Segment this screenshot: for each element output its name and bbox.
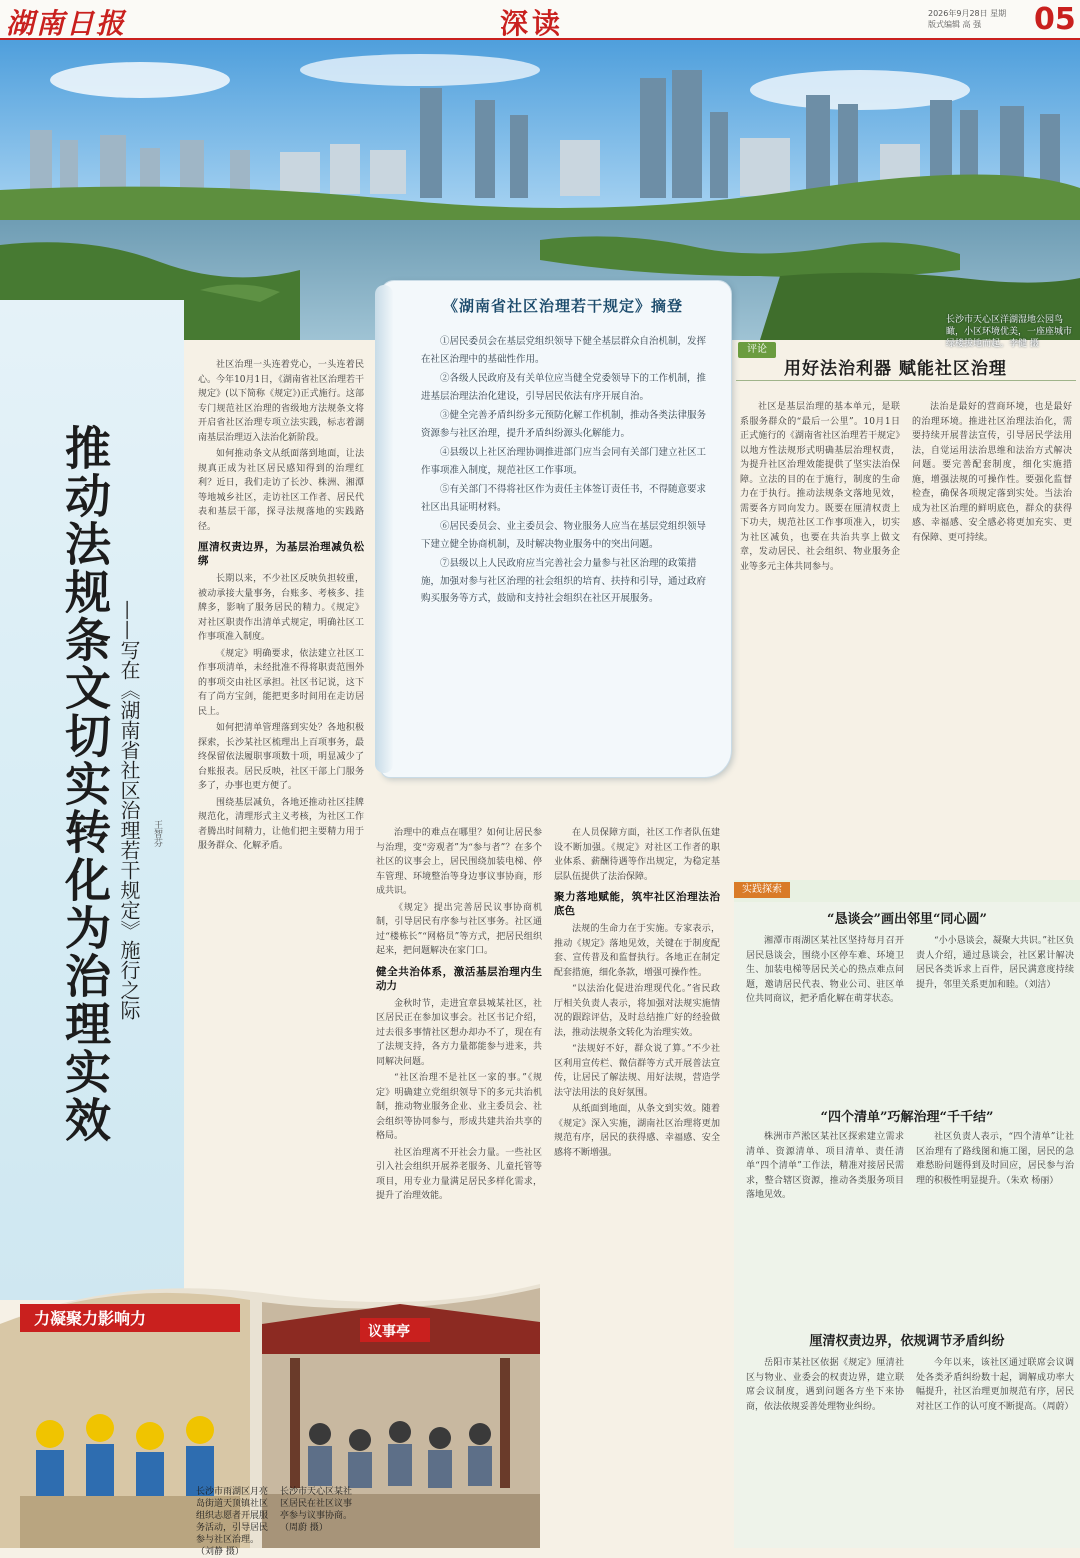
paragraph: “社区治理不是社区一家的事。”《规定》明确建立党组织领导下的多元共治机制，推动物业服务企业、业主委员会、社会组织等协同参与，形成共建共治共享的格局。 [376,1073,542,1141]
photo-montage [0,1264,540,1557]
main-headline: 推动法规条文切实转化为治理实效 [58,424,112,1144]
page-number: 05 [1034,2,1076,37]
practice-column [746,1130,904,1306]
article-column-3 [554,826,720,1538]
hero-caption: 长沙市天心区洋湖湿地公园鸟瞰，小区环境优美，一座座城市绿楼拔地而起。李健 摄 [946,315,1073,349]
practice-title-2: “四个清单”巧解治理“千千结” [820,1110,994,1125]
divider [736,380,1076,381]
sign-text: 议事亭 [368,1324,410,1340]
practice-text: 岳阳市某社区依据《规定》厘清社区与物业、业委会的权责边界，建立联席会议制度，遇到问题各方坐下来协商，依法依规妥善处理物业纠纷。 [746,1358,904,1412]
practice-tag: 实践探索 [734,882,790,898]
sub-headline: ——写在《湖南省社区治理若干规定》施行之际 [117,600,141,1020]
practice-text: 社区负责人表示，“四个清单”让社区治理有了路线图和施工图，居民的急难愁盼问题得到及时回应，居民参与治理的积极性明显提升。（朱欢 杨丽） [916,1132,1074,1186]
practice-column [746,1356,904,1546]
regulation-excerpt-scroll [380,280,732,778]
commentary-text: 社区是基层治理的基本单元，是联系服务群众的“最后一公里”。10月1日正式施行的《湖南省社区治理若干规定》以地方性法规形式明确基层治理权责，为提升社区治理效能提供了坚实法治保障。立法的目的在于施行，制度的生命力在于执行。推动法规条文落地见效，需要各方同向发力。既要在厘清权责上下功夫，规范社区工作事项准入，切实为社区减负，也要在共治共享上做文章，发动居民、社会组织、物业服务企业等多元主体共同参与。 [740,402,900,572]
practice-title-3: 厘清权责边界，依规调节矛盾纠纷 [809,1334,1005,1349]
banner-text: 力凝聚力影响力 [34,1309,147,1328]
section-name: 深读 [500,7,565,40]
paragraph: “以法治化促进治理现代化。”省民政厅相关负责人表示，将加强对法规实施情况的跟踪评估，及时总结推广好的经验做法，推动法规条文转化为治理实效。 [554,984,720,1038]
date-line: 2026年9月28日 星期 [928,9,1007,18]
practice-column [916,1130,1074,1306]
paragraph: 如何把清单管理落到实处？各地积极探索，长沙某社区梳理出上百项事务，最终保留依法履职事项数十项，明显减少了台账报表。居民反映，社区干部上门服务多了，办事也更方便了。 [198,723,364,791]
excerpt-item: ⑤有关部门不得将社区作为责任主体签订责任书，不得随意要求社区出具证明材料。 [421,484,707,513]
paragraph: 从纸面到地面，从条文到实效。随着《规定》深入实施，湖南社区治理将更加规范有序，居民的获得感、幸福感、安全感将不断增强。 [554,1104,720,1158]
practice-text: 今年以来，该社区通过联席会议调处各类矛盾纠纷数十起，调解成功率大幅提升，社区治理更加规范有序，居民对社区工作的认可度不断提高。（周蔚） [916,1358,1074,1412]
article-column-1 [198,358,364,1248]
excerpt-item: ①居民委员会在基层党组织领导下健全基层群众自治机制，发挥在社区治理中的基础性作用。 [421,336,707,365]
section-heading: 厘清权责边界，为基层治理减负松绑 [198,541,364,567]
byline: 王智芬 [152,820,162,847]
paragraph: 如何推动条文从纸面落到地面，让法规真正成为社区居民感知得到的治理红利？近日，我们走访了长沙、株洲、湘潭等地城乡社区，走访社区工作者、居民代表和基层干部，探寻法规落地的实践路径。 [198,449,364,532]
section-heading: 聚力落地赋能，筑牢社区治理法治底色 [554,891,720,917]
practice-column [916,1356,1074,1546]
paragraph: 社区治理离不开社会力量。一些社区引入社会组织开展养老服务、儿童托管等项目，用专业力量满足居民多样化需求，提升了治理效能。 [376,1147,542,1201]
paper-name: 湖南日报 [6,7,127,40]
excerpt-item: ③健全完善矛盾纠纷多元预防化解工作机制，推动各类法律服务资源参与社区治理，提升矛盾纠纷源头化解能力。 [421,410,707,439]
commentary-text: 法治是最好的营商环境，也是最好的治理环境。推进社区治理法治化，需要持续开展普法宣传，引导居民学法用法，自觉运用法治思维和法治方式解决问题。要完善配套制度，细化实施措施，增强法规的可操作性。要强化监督检查，确保各项规定落到实处。当法治成为社区治理的鲜明底色，群众的获得感、幸福感、安全感必将更加充实、更有保障、更可持续。 [912,402,1072,543]
practice-text: 株洲市芦淞区某社区探索建立需求清单、资源清单、项目清单、责任清单“四个清单”工作法，精准对接居民需求，整合辖区资源，推动各类服务项目落地见效。 [746,1132,904,1200]
practice-column [746,934,904,1100]
paragraph: 《规定》提出完善居民议事协商机制，引导居民有序参与社区事务。社区通过“楼栋长”“网格员”等方式，把居民组织起来，把问题解决在家门口。 [376,902,542,956]
excerpt-item: ⑦县级以上人民政府应当完善社会力量参与社区治理的政策措施，加强对参与社区治理的社会组织的培育、扶持和引导，通过政府购买服务等方式，鼓励和支持社会组织在社区开展服务。 [421,558,707,604]
excerpt-items [421,333,711,610]
paragraph: 法规的生命力在于实施。专家表示，推动《规定》落地见效，关键在于制度配套、宣传普及和监督执行。各地正在制定配套措施，细化条款，增强可操作性。 [554,924,720,978]
paragraph: 在人员保障方面，社区工作者队伍建设不断加强。《规定》对社区工作者的职业体系、薪酬待遇等作出规定，为稳定基层队伍提供了法治保障。 [554,828,720,882]
excerpt-title: 《湖南省社区治理若干规定》摘登 [442,297,683,315]
practice-column [916,934,1074,1100]
paragraph: 《规定》明确要求，依法建立社区工作事项清单，未经批准不得将职责范围外的事项交由社区承担。社区书记说，这下有了尚方宝剑，能把更多时间用在走访居民上。 [198,648,364,717]
commentary-column-1 [740,400,900,870]
commentary-tag: 评论 [738,342,776,358]
section-heading: 健全共治体系，激活基层治理内生动力 [376,965,542,992]
photo-caption-right: 长沙市天心区某社区居民在社区议事亭参与议事协商。（周蔚 摄） [280,1487,353,1533]
excerpt-item: ⑥居民委员会、业主委员会、物业服务人应当在基层党组织领导下建立健全协商机制，及时解决物业服务中的突出问题。 [421,521,707,550]
editor-line: 版式编辑 高 强 [928,20,982,29]
paragraph: 治理中的难点在哪里？如何让居民参与治理，变“旁观者”为“参与者”？在多个社区的议事会上，居民围绕加装电梯、停车管理、环境整治等身边事议事协商，形成共识。 [376,828,542,896]
practice-text: 湘潭市雨湖区某社区坚持每月召开居民恳谈会，围绕小区停车难、环境卫生、加装电梯等居民关心的热点难点问题，邀请居民代表、物业公司、驻区单位共同商议，把矛盾化解在萌芽状态。 [746,936,904,1004]
masthead [0,0,1080,40]
photo-caption-left: 长沙市雨湖区月亮岛街道天顶镇社区组织志愿者开展服务活动，引导居民参与社区治理。（刘静 摄） [196,1487,269,1557]
paragraph: 金秋时节，走进宜章县城某社区，社区居民正在参加议事会。社区书记介绍，过去很多事情社区想办却办不了，现在有了法规支持，各方力量都能参与进来，共同解决问题。 [376,998,542,1067]
paragraph: 长期以来，不少社区反映负担较重，被动承接大量事务，台账多、考核多、挂牌多，影响了服务居民的精力。《规定》对社区职责作出清单式规定，明确社区工作事项准入制度。 [198,574,364,642]
date-block [928,8,1028,30]
commentary-title: 用好法治利器 赋能社区治理 [784,359,1007,379]
practice-title-1: “恳谈会”画出邻里“同心圆” [827,912,987,927]
practice-text: “小小恳谈会，凝聚大共识。”社区负责人介绍，通过恳谈会，社区累计解决居民各类诉求上百件，居民满意度持续提升，邻里关系更加和睦。（刘洁） [916,936,1074,990]
excerpt-item: ②各级人民政府及有关单位应当健全党委领导下的工作机制，推进基层治理法治化建设，引导居民依法有序开展自治。 [421,373,707,402]
paragraph: “法规好不好，群众说了算。”不少社区利用宣传栏、微信群等方式开展普法宣传，让居民了解法规、用好法规，营造学法守法用法的良好氛围。 [554,1044,720,1098]
paragraph: 围绕基层减负，各地还推动社区挂牌规范化，清理形式主义考核，为社区工作者腾出时间精力，让他们把主要精力用于服务群众、化解矛盾。 [198,797,364,851]
excerpt-item: ④县级以上社区治理协调推进部门应当会同有关部门建立社区工作事项准入制度，规范社区工作事项。 [421,447,707,476]
paragraph: 社区治理一头连着党心，一头连着民心。今年10月1日，《湖南省社区治理若干规定》(以下简称《规定》)正式施行。这部专门规范社区治理的省级地方法规条文将开启省社区治理专项立法实践，标志着湖南基层治理迈入法治化新阶段。 [198,360,364,443]
commentary-column-2 [912,400,1072,870]
